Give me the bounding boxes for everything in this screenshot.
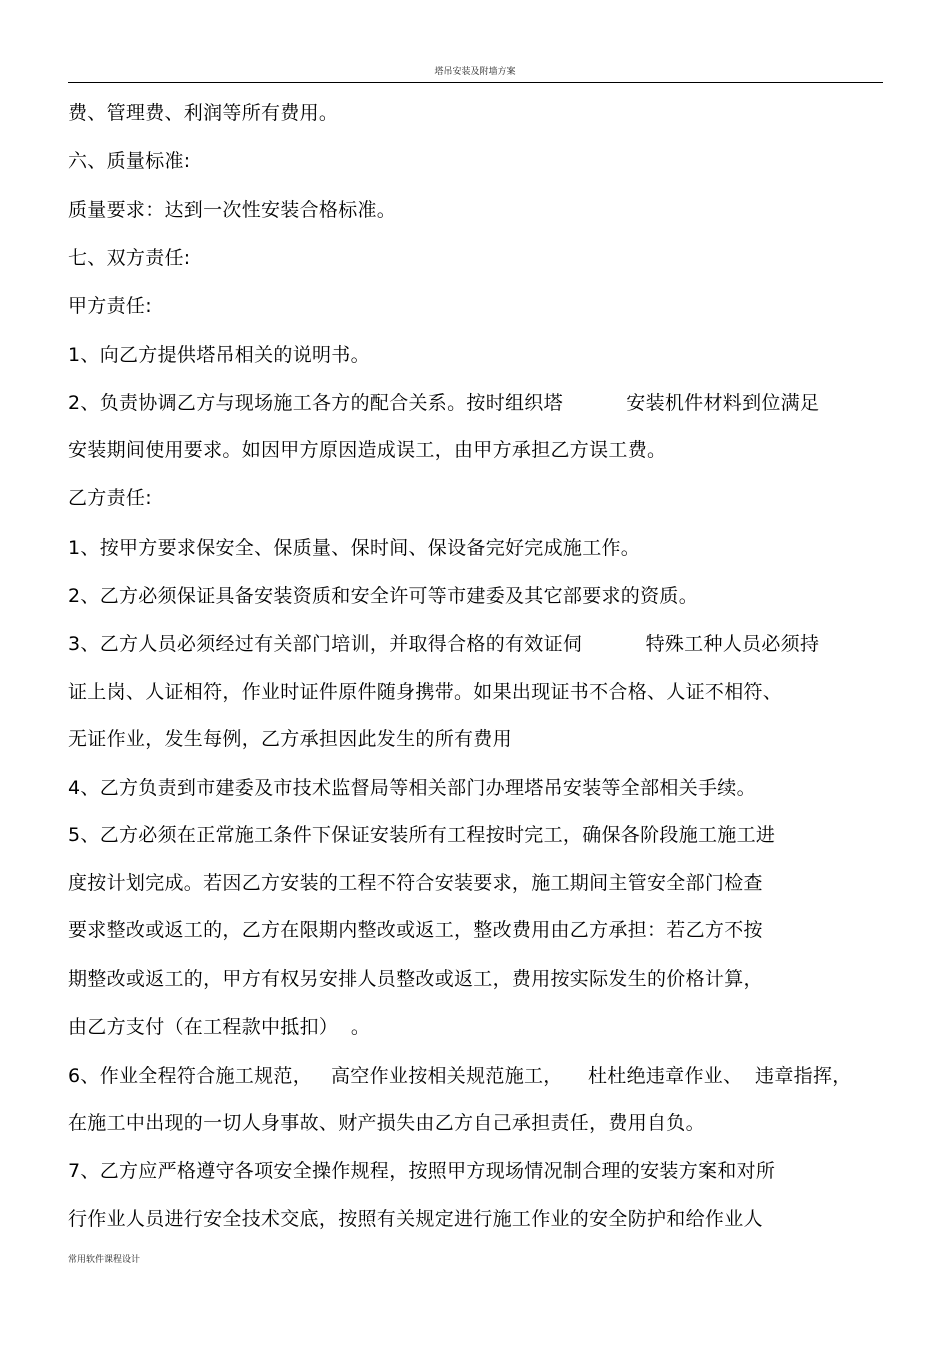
body-line-24: 行作业人员进行安全技术交底，按照有关规定进行施工作业的安全防护和给作业人 <box>68 1208 763 1230</box>
header-divider <box>68 82 883 83</box>
body-line-6: 1、向乙方提供塔吊相关的说明书。 <box>68 344 370 366</box>
body-line-11: 2、乙方必须保证具备安装资质和安全许可等市建委及其它部要求的资质。 <box>68 585 698 607</box>
body-line-17: 度按计划完成。若因乙方安装的工程不符合安装要求，施工期间主管安全部门检查 <box>68 872 763 894</box>
page-header-title: 塔吊安装及附墙方案 <box>434 67 516 77</box>
body-line-1: 费、管理费、利润等所有费用。 <box>68 102 339 124</box>
body-line-12: 3、乙方人员必须经过有关部门培训，并取得合格的有效证伺 特殊工种人员必须持 <box>68 633 820 655</box>
body-line-18: 要求整改或返工的，乙方在限期内整改或返工，整改费用由乙方承担：若乙方不按 <box>68 919 763 941</box>
body-line-15: 4、乙方负责到市建委及市技术监督局等相关部门办理塔吊安装等全部相关手续。 <box>68 777 756 799</box>
subheading-party-a: 甲方责任: <box>68 295 152 317</box>
body-line-21: 6、作业全程符合施工规范， 高空作业按相关规范施工， 杜杜绝违章作业、 违章指挥， <box>68 1065 852 1087</box>
page-footer-text: 常用软件课程设计 <box>68 1255 141 1265</box>
section-heading-quality: 六、质量标准: <box>68 150 191 172</box>
body-line-14: 无证作业，发生每例，乙方承担因此发生的所有费用 <box>68 728 512 750</box>
section-heading-responsibilities: 七、双方责任: <box>68 247 191 269</box>
body-line-22: 在施工中出现的一切人身事故、财产损失由乙方自己承担责任，费用自负。 <box>68 1112 705 1134</box>
body-line-8: 安装期间使用要求。如因甲方原因造成误工，由甲方承担乙方误工费。 <box>68 439 667 461</box>
body-line-13: 证上岗、人证相符，作业时证件原件随身携带。如果出现证书不合格、人证不相符、 <box>68 681 783 703</box>
body-line-23: 7、乙方应严格遵守各项安全操作规程，按照甲方现场情况制合理的安装方案和对所 <box>68 1160 776 1182</box>
body-line-3: 质量要求：达到一次性安装合格标准。 <box>68 199 397 221</box>
body-line-19: 期整改或返工的，甲方有权另安排人员整改或返工，费用按实际发生的价格计算， <box>68 968 763 990</box>
body-line-7: 2、负责协调乙方与现场施工各方的配合关系。按时组织塔 安装机件材料到位满足 <box>68 392 820 414</box>
body-line-16: 5、乙方必须在正常施工条件下保证安装所有工程按时完工，确保各阶段施工施工进 <box>68 824 776 846</box>
body-line-20: 由乙方支付（在工程款中抵扣） 。 <box>68 1016 371 1038</box>
subheading-party-b: 乙方责任: <box>68 487 152 509</box>
body-line-10: 1、按甲方要求保安全、保质量、保时间、保设备完好完成施工作。 <box>68 537 641 559</box>
